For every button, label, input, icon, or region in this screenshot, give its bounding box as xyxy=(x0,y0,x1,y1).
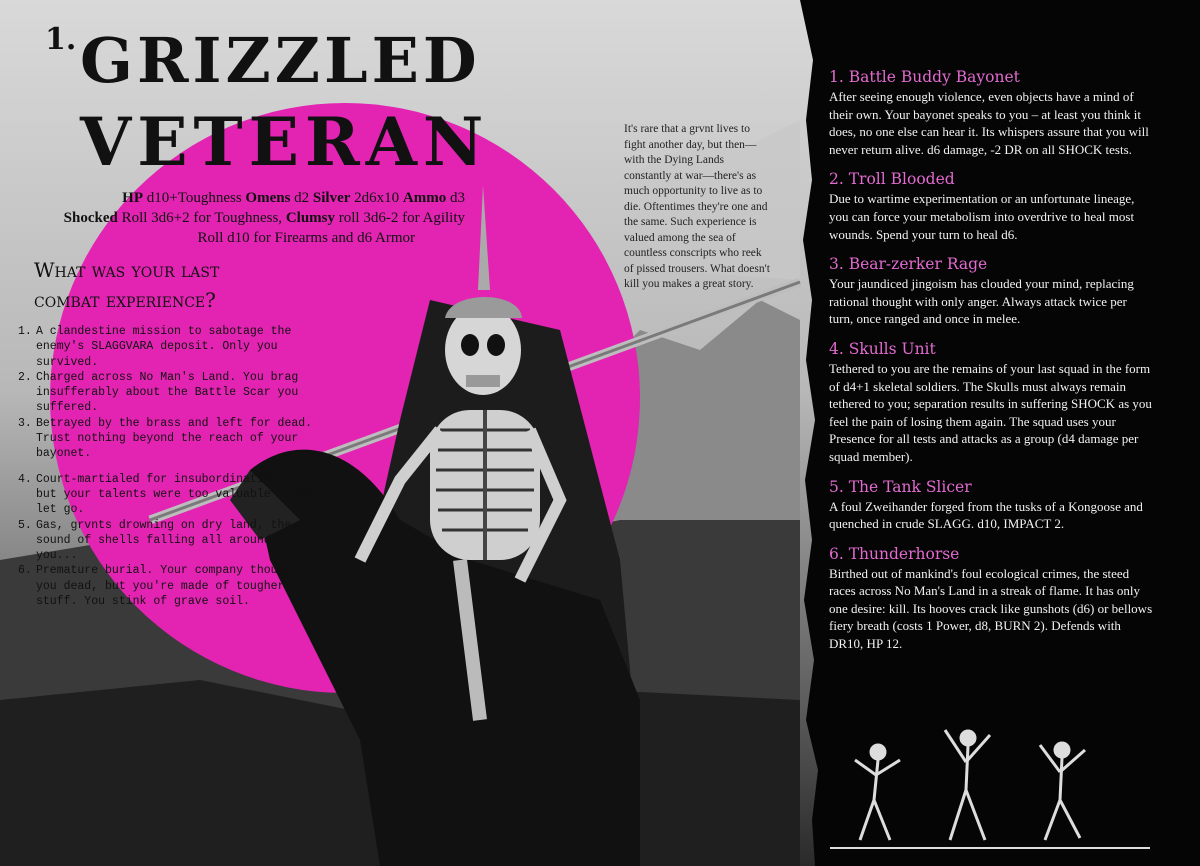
stats-line-1 xyxy=(0,190,465,207)
silver-value: 2d6x10 xyxy=(354,190,400,206)
combat-question-heading xyxy=(34,255,294,315)
clumsy-label: Clumsy xyxy=(285,210,335,226)
hp-value: d10+Toughness xyxy=(146,190,242,206)
trait-title: 1. Battle Buddy Bayonet xyxy=(829,68,1020,86)
list-item-text: Betrayed by the brass and left for dead. Trust nothing beyond the reach of your bayonet. xyxy=(36,416,313,461)
shocked-label: Shocked xyxy=(63,210,118,226)
class-title-line2: VETERAN xyxy=(80,103,490,181)
trait-body: Due to wartime experimentation or an unfortunate lineage, you can force your metabolism into overdrive to heal most wounds. Spend your turn to heal d6. xyxy=(829,191,1135,242)
ammo-label: Ammo xyxy=(402,190,447,206)
ammo-value: d3 xyxy=(450,190,465,206)
list-item-text: Court-martialed for insubordination... but your talents were too valuable to be let go. xyxy=(36,472,313,517)
list-item: 6. Premature burial. Your company thought you dead, but you're made of tougher stuff. You stink of grave soil. xyxy=(18,564,299,609)
omens-label: Omens xyxy=(245,190,291,206)
hp-label: HP xyxy=(122,190,143,206)
question-line-2: combat experience? xyxy=(34,288,216,312)
question-line-1: What was your last xyxy=(34,258,220,282)
trait-body: Birthed out of mankind's foul ecological crimes, the steed races across No Man's Land in a streak of flame. It has only one desire: kill. Its hooves crack like gunshots (d6) or bellows fiery breath (costs 1 Power, d8, BURN 2). Defends with DR10, HP 12. xyxy=(829,565,1153,652)
stats-line-3: Roll d10 for Firearms and d6 Armor xyxy=(197,230,415,246)
combat-experience-list xyxy=(18,324,318,609)
trait-item xyxy=(829,478,1154,533)
trait-item xyxy=(829,545,1154,653)
trait-title: 3. Bear-zerker Rage xyxy=(829,255,988,274)
list-item-text: Premature burial. Your company thought you dead, but you're made of tougher stuff. You stink of grave soil. xyxy=(36,564,299,609)
class-number: 1. xyxy=(45,22,77,57)
list-item: 1. A clandestine mission to sabotage the enemy's SLAGGVARA deposit. Only you survived. xyxy=(18,325,292,369)
trait-body: A foul Zweihander forged from the tusks of a Kongoose and quenched in crude SLAGG. d10, IMPACT 2. xyxy=(829,498,1143,532)
list-item-text: Gas, grvnts drowning on dry land, the sound of shells falling all around you... xyxy=(36,518,292,563)
list-item: 4. Court-martialed for insubordination... but your talents were too valuable to be let go. xyxy=(18,472,313,517)
list-item: 3. Betrayed by the brass and left for dead. Trust nothing beyond the reach of your bayonet. xyxy=(18,416,313,461)
trait-body: After seeing enough violence, even objects have a mind of their own. Your bayonet speaks to you – at least you think it does, no one else can hear it. Its whispers assure that you will never return alive. d6 damage, -2 DR on all SHOCK tests. xyxy=(829,89,1149,157)
trait-item xyxy=(829,170,1154,243)
trait-title: 4. Skulls Unit xyxy=(829,339,936,358)
omens-value: d2 xyxy=(294,190,310,206)
list-item: 2. Charged across No Man's Land. You brag insufferably about the Battle Scar you suffered. xyxy=(18,370,299,415)
trait-body: Tethered to you are the remains of your last squad in the form of d4+1 skeletal soldiers. The Skulls must always remain tethered to you; separation results in suffering SHOCK as you feel the pain of losing them again. The squad uses your Presence for all tests and attacks as a group (d4 damage per squad member). xyxy=(829,360,1152,464)
clumsy-value: roll 3d6-2 for Agility xyxy=(338,210,465,226)
flavor-text: It's rare that a grvnt lives to fight another day, but then—with the Dying Lands constantly at war—there's as much opportunity to live as to die. Oftentimes they're one and the same. Such experience is valued among the sea of countless conscripts who reek of pissed trousers. What doesn't kill you makes a great story. xyxy=(624,123,770,290)
silver-label: Silver xyxy=(312,190,351,206)
trait-item xyxy=(829,68,1154,158)
trait-list xyxy=(829,68,1154,665)
trait-title: 2. Troll Blooded xyxy=(829,170,955,189)
stats-line-2 xyxy=(0,210,465,227)
list-item-text: A clandestine mission to sabotage the enemy's SLAGGVARA deposit. Only you survived. xyxy=(36,325,292,369)
list-item: 5. Gas, grvnts drowning on dry land, the sound of shells falling all around you... xyxy=(18,518,292,563)
trait-body: Your jaundiced jingoism has clouded your mind, replacing rational thought with only anger. Always attack twice per turn, once ranged and once in melee. xyxy=(829,276,1134,327)
shocked-value: Roll 3d6+2 for Toughness, xyxy=(121,210,283,226)
class-title-line1: GRIZZLED xyxy=(80,24,481,97)
trait-item xyxy=(829,340,1154,466)
list-item-text: Charged across No Man's Land. You brag insufferably about the Battle Scar you suffered. xyxy=(36,370,299,415)
trait-title: 5. The Tank Slicer xyxy=(829,477,972,496)
trait-item xyxy=(829,255,1154,328)
trait-title: 6. Thunderhorse xyxy=(829,544,960,563)
